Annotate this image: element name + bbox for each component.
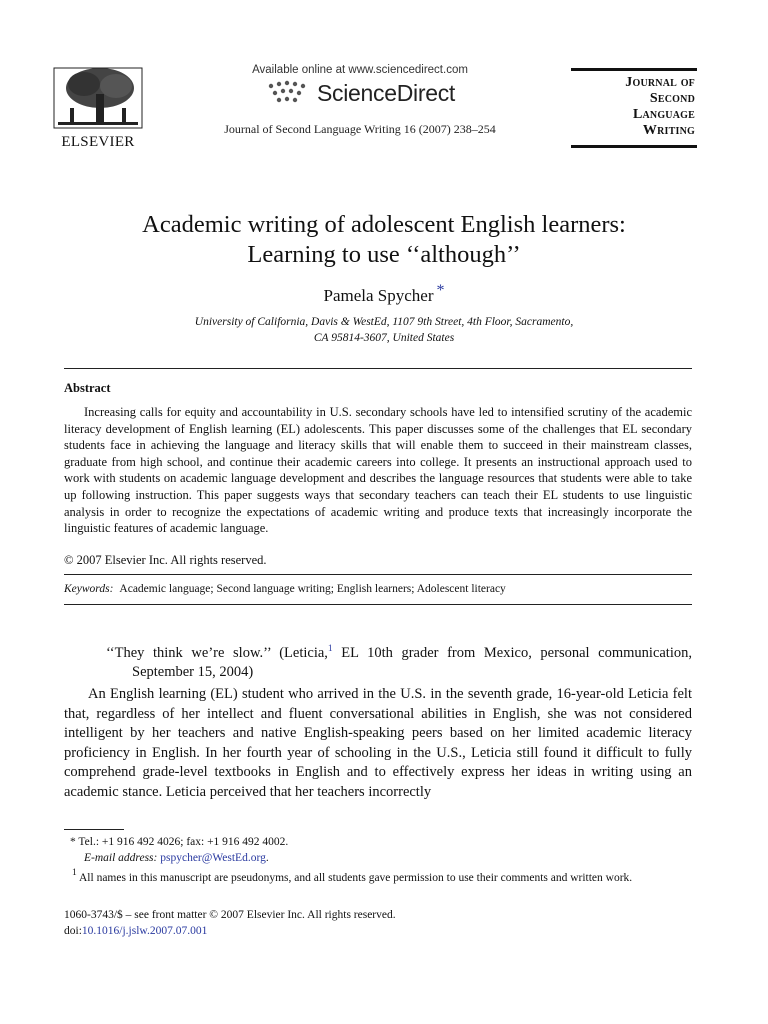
elsevier-tree-icon	[48, 64, 148, 134]
footnote-contact-text: Tel.: +1 916 492 4026; fax: +1 916 492 4002.	[78, 836, 289, 848]
footnote-contact-marker: *	[70, 836, 76, 848]
keywords-text: Academic language; Second language writing; English learners; Adolescent literacy	[119, 583, 506, 595]
epigraph-part-2: EL 10th grader from Mexico, personal communication, September 15, 2004)	[132, 645, 692, 680]
available-online-text: Available online at www.sciencedirect.com	[252, 64, 468, 76]
journal-logo-line: Journal of	[625, 75, 695, 90]
title-line-1: Academic writing of adolescent English learners:	[142, 211, 626, 238]
doi-link[interactable]: 10.1016/j.jslw.2007.07.001	[81, 924, 208, 937]
journal-logo-line: Second	[649, 91, 695, 106]
abstract-heading: Abstract	[64, 381, 111, 395]
sciencedirect-dots-icon	[265, 78, 311, 108]
article-title	[60, 210, 708, 270]
keywords	[64, 583, 506, 595]
abstract-body: Increasing calls for equity and accountability in U.S. secondary schools have led to intensified scrutiny of the academic literacy development of English learning (EL) adolescents. This paper discusses some of the challenges that EL secondary students face in achieving the language and literacy skills that will enable them to succeed in their mainstream classes, graduate from high school, and continue their academic careers into college. It presents an instructional approach used to work with students on academic language development and describes the language resources that students were able to take up following instruction. This paper suggests ways that secondary teachers can teach their EL students to use linguistic analysis in order to recognize the expectations of academic writing and produce texts that increasingly incorporate the linguistic features of academic language.	[64, 405, 692, 536]
sciencedirect-name: ScienceDirect	[317, 79, 455, 106]
title-line-2: Learning to use ‘‘although’’	[247, 241, 521, 268]
journal-reference: Journal of Second Language Writing 16 (2007) 238–254	[224, 122, 496, 136]
footnote-contact	[64, 835, 692, 851]
doi-label: doi:	[64, 924, 82, 937]
email-end: .	[265, 851, 269, 864]
author-footnote-marker[interactable]: *	[436, 282, 445, 299]
affiliation-line-2: CA 95814-3607, United States	[313, 332, 455, 344]
front-matter	[64, 908, 692, 939]
epigraph-part-1: ‘‘They think we’re slow.’’ (Leticia,	[106, 645, 328, 661]
footnotes	[64, 835, 692, 887]
footnote-rule	[64, 829, 124, 830]
footnote-email	[64, 851, 692, 867]
epigraph	[106, 640, 692, 682]
email-label: E-mail address:	[84, 851, 158, 864]
abstract-top-rule	[64, 368, 692, 369]
abstract-copyright: © 2007 Elsevier Inc. All rights reserved.	[64, 553, 267, 567]
affiliation	[90, 314, 678, 346]
publisher-logo	[48, 64, 158, 151]
journal-header	[200, 64, 520, 137]
issn-line: 1060-3743/$ – see front matter © 2007 Elsevier Inc. All rights reserved.	[64, 909, 396, 921]
footnote-1-text: All names in this manuscript are pseudonyms, and all students gave permission to use their comments and written work.	[79, 872, 633, 884]
email-link[interactable]: pspycher@WestEd.org	[160, 851, 266, 864]
affiliation-line-1: University of California, Davis & WestEd, 1107 9th Street, 4th Floor, Sacramento,	[194, 316, 574, 328]
keywords-label: Keywords:	[64, 583, 114, 595]
publisher-name: ELSEVIER	[61, 134, 135, 150]
journal-logo-line: Language	[632, 107, 695, 122]
footnote-1-marker: 1	[72, 868, 77, 878]
author-line	[60, 282, 708, 306]
body-paragraph-1: An English learning (EL) student who arrived in the U.S. in the seventh grade, 16-year-old Leticia felt that, regardless of her intellect and fluent conversational abilities in English, she was not considered intelligent by her teachers and native English-speaking peers based on her limited academic literacy proficiency in English. In her fourth year of schooling in the U.S., Leticia still found it difficult to fully comprehend grade-level textbooks in English and to effectively express her ideas in writing using an academic stance. Leticia perceived that her teachers incorrectly	[64, 686, 692, 800]
keywords-bottom-rule	[64, 604, 692, 605]
sciencedirect-logo	[200, 78, 520, 108]
epigraph-footnote-marker[interactable]: 1	[327, 644, 333, 654]
journal-logo-line: Writing	[642, 123, 695, 138]
keywords-top-rule	[64, 574, 692, 575]
journal-logo	[571, 68, 697, 148]
doi-line	[64, 924, 692, 940]
footnote-1	[64, 866, 692, 887]
author-name: Pamela Spycher	[323, 286, 434, 305]
